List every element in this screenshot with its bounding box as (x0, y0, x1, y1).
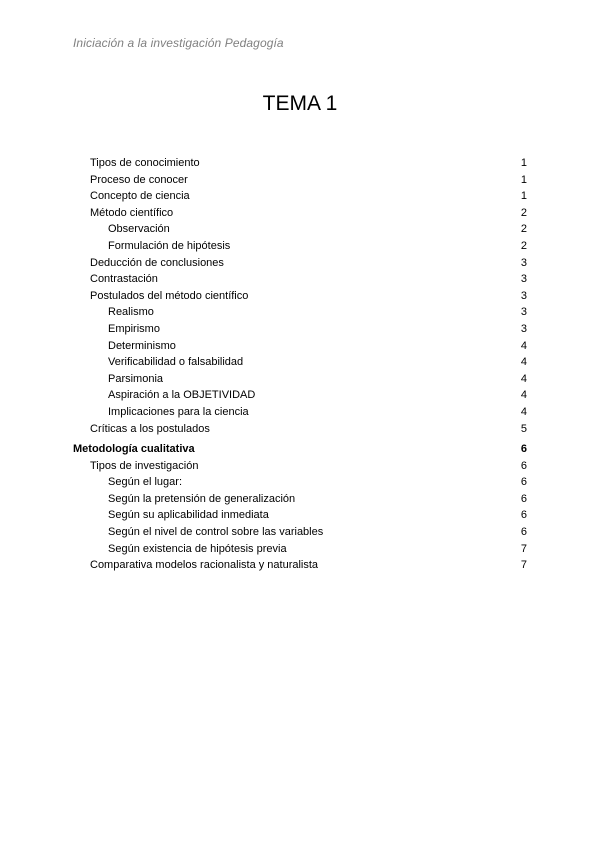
toc-entry-page: 5 (520, 422, 527, 435)
toc-entry-label: Concepto de ciencia (90, 190, 190, 203)
toc-entry-page: 6 (520, 476, 527, 489)
toc-entry-label: Metodología cualitativa (73, 443, 195, 456)
toc-entry-page: 3 (520, 289, 527, 302)
toc-entry-label: Proceso de conocer (90, 173, 188, 186)
toc-entry[interactable] (0, 387, 600, 404)
running-header: Iniciación a la investigación Pedagogía (73, 36, 284, 50)
toc-entry-page: 3 (520, 306, 527, 319)
toc-entry-label: Realismo (108, 306, 154, 319)
toc-entry-page: 4 (520, 339, 527, 352)
table-of-contents (0, 155, 600, 574)
toc-entry[interactable] (0, 155, 600, 172)
toc-entry[interactable] (0, 205, 600, 222)
toc-section-heading[interactable] (0, 441, 600, 458)
toc-entry-page: 2 (520, 206, 527, 219)
toc-entry[interactable] (0, 238, 600, 255)
toc-entry[interactable] (0, 221, 600, 238)
toc-entry-page: 1 (520, 173, 527, 186)
toc-entry[interactable] (0, 524, 600, 541)
toc-entry[interactable] (0, 188, 600, 205)
toc-entry[interactable] (0, 354, 600, 371)
toc-entry[interactable] (0, 474, 600, 491)
toc-entry-label: Críticas a los postulados (90, 422, 210, 435)
toc-entry-label: Postulados del método científico (90, 289, 249, 302)
toc-entry-label: Según el lugar: (108, 476, 182, 489)
toc-entry-label: Tipos de investigación (90, 459, 199, 472)
toc-entry-page: 4 (520, 389, 527, 402)
toc-entry[interactable] (0, 541, 600, 558)
toc-entry-page: 7 (520, 559, 527, 572)
toc-entry[interactable] (0, 404, 600, 421)
toc-entry-label: Verificabilidad o falsabilidad (108, 356, 244, 369)
toc-entry-page: 3 (520, 273, 527, 286)
toc-entry[interactable] (0, 172, 600, 189)
toc-entry-page: 4 (520, 372, 527, 385)
toc-entry-label: Parsimonia (108, 372, 164, 385)
toc-entry-label: Según su aplicabilidad inmediata (108, 509, 269, 522)
toc-entry-page: 6 (520, 526, 527, 539)
toc-entry-label: Comparativa modelos racionalista y naturalista (90, 559, 319, 572)
toc-entry-label: Deducción de conclusiones (90, 256, 224, 269)
toc-entry-page: 3 (520, 322, 527, 335)
toc-entry-label: Según el nivel de control sobre las variables (108, 526, 324, 539)
toc-entry-label: Observación (108, 223, 170, 236)
toc-entry[interactable] (0, 304, 600, 321)
toc-entry-page: 6 (520, 459, 527, 472)
toc-entry[interactable] (0, 321, 600, 338)
toc-entry-label: Empirismo (108, 322, 160, 335)
toc-entry-page: 2 (520, 239, 527, 252)
toc-entry-page: 7 (520, 542, 527, 555)
toc-entry[interactable] (0, 458, 600, 475)
toc-entry[interactable] (0, 491, 600, 508)
toc-entry-label: Implicaciones para la ciencia (108, 405, 249, 418)
toc-entry-label: Método científico (90, 206, 174, 219)
toc-entry-page: 4 (520, 356, 527, 369)
toc-entry-page: 6 (520, 443, 527, 456)
toc-entry-page: 1 (520, 157, 527, 169)
toc-entry-page: 1 (520, 190, 527, 203)
toc-entry-label: Según existencia de hipótesis previa (108, 542, 287, 555)
toc-entry[interactable] (0, 271, 600, 288)
toc-entry-label: Según la pretensión de generalización (108, 492, 296, 505)
toc-entry-label: Contrastación (90, 273, 158, 286)
toc-entry-page: 4 (520, 405, 527, 418)
page-title: TEMA 1 (262, 92, 338, 115)
toc-entry[interactable] (0, 338, 600, 355)
toc-entry-label: Determinismo (108, 339, 176, 352)
toc-entry-page: 6 (520, 492, 527, 505)
toc-entry[interactable] (0, 421, 600, 438)
toc-entry[interactable] (0, 288, 600, 305)
toc-entry-label: Tipos de conocimiento (90, 157, 200, 169)
toc-entry[interactable] (0, 557, 600, 574)
toc-entry[interactable] (0, 507, 600, 524)
toc-entry-label: Formulación de hipótesis (108, 239, 231, 252)
toc-entry[interactable] (0, 371, 600, 388)
toc-entry-label: Aspiración a la OBJETIVIDAD (108, 389, 256, 402)
toc-entry[interactable] (0, 255, 600, 272)
toc-entry-page: 3 (520, 256, 527, 269)
toc-entry-page: 6 (520, 509, 527, 522)
toc-entry-page: 2 (520, 223, 527, 236)
